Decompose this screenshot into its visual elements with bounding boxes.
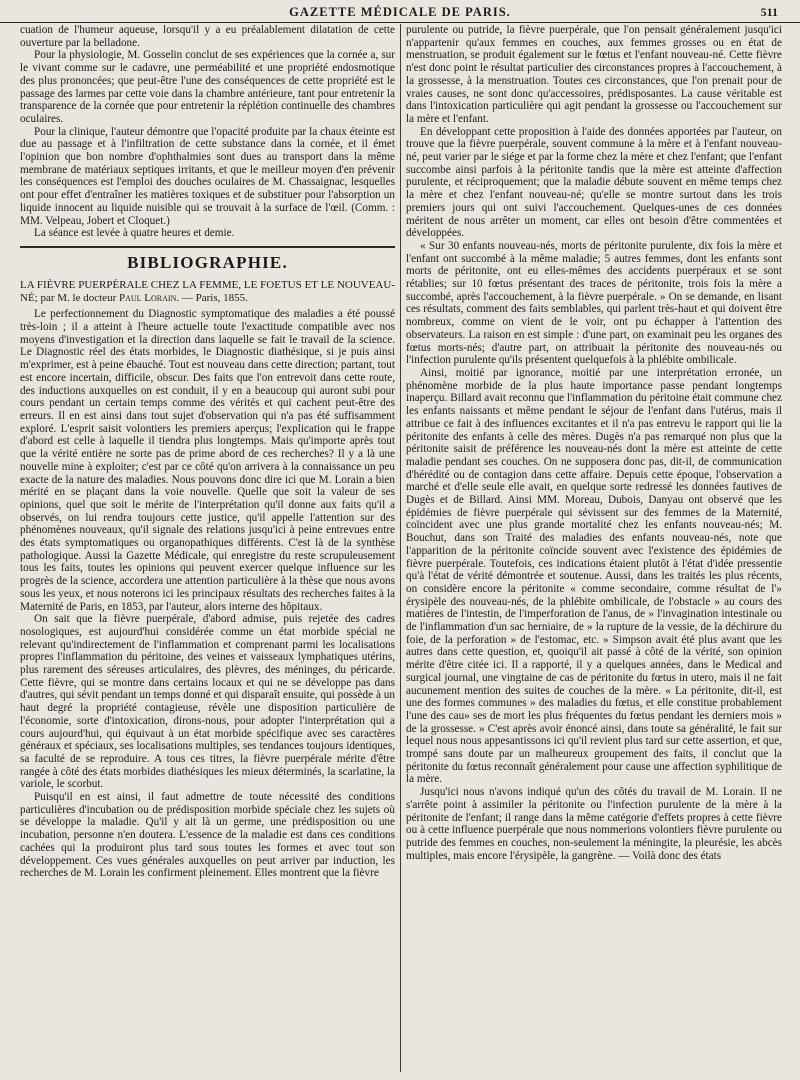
column-divider — [400, 24, 401, 1072]
paragraph: En développant cette proposition à l'aide des données apportées par l'auteur, on trouve que la fièvre puerpérale, souvent commune à la mère et à l'enfant nouveau-né, peut varier par le siége et par la forme chez la mère et chez l'enfant; que l'enfant succombe ainsi parfois à la péritonite tandis que la mère est atteinte d'affection purulente, et réciproquement; que la maladie débute souvent en même temps chez la mère et chez l'enfant nouveau-né; qu'elle se montre surtout dans les trois premiers jours qui ont suivi l'accouchement. Quelques-unes de ces données méritent de nous arrêter un moment, car elles ont besoin d'être commentées et développées. — [406, 125, 782, 240]
paragraph: Puisqu'il en est ainsi, il faut admettre de toute nécessité des conditions particulières d'incubation ou de prédisposition morbide spéciale chez les sujets où se développe la maladie. Qu'il y ait là un germe, une prédisposition ou une incubation, personne n'en doutera. L'essence de la maladie est dans ces conditions cachées qui la produiront plus tard sous toutes les formes et avec tout son développement. Ces vues générales auxquelles on peut arriver par induction, les recherches de M. Lorain les confirment pleinement. Elles montrent que la fièvre — [20, 791, 395, 880]
section-title: BIBLIOGRAPHIE. — [127, 252, 288, 272]
paragraph: Pour la physiologie, M. Gosselin conclut de ses expériences que la cornée a, sur le vivant comme sur le cadavre, une perméabilité et une propriété endosmotique des plus prononcées; que peut-être l'une des conséquences de cette propriété est le passage des larmes par cette voie dans la chambre antérieure, tant pour entretenir la transparence de la cornée que pour entretenir la réplétion continuelle des chambres oculaires. — [20, 49, 395, 125]
paragraph: Pour la clinique, l'auteur démontre que l'opacité produite par la chaux éteinte est due au passage et à l'infiltration de cette substance dans la cornée, et il émet l'opinion que bon nombre d'ophthalmies sont dues au transport dans la même membrane de matériaux septiques irritants, et que le meilleur moyen d'en prévenir les conséquences est l'emploi des douches oculaires de M. Chassaignac, lesquelles ont pour effet d'entraîner les matières toxiques et de substituer pour l'absorption un liquide innocent au liquide nuisible qui se trouvait à la surface de l'œil. (Comm. : MM. Velpeau, Jobert et Cloquet.) — [20, 125, 395, 227]
book-author: Paul Lorain — [118, 291, 177, 304]
section-divider — [20, 246, 395, 248]
paragraph: Ainsi, moitié par ignorance, moitié par une interprétation erronée, un phénomène morbide de la plus haute importance passe pendant longtemps inaperçu. Billard avait reconnu que l'inflammation du péritoine était commune chez les enfants naissants et même pendant le séjour de l'enfant dans l'utérus, mais il attribue ce fait à des influences excitantes et il n'a pas entrevu le rapport qui lie la péritonite des enfants à celle des mères. Dugès n'a pas remarqué non plus que la péritonite saisit de préférence les nouveau-nés dont la mère est atteinte de cette maladie pendant ses couches. On ne supposera donc pas, dit-il, de communication d'hérédité ou de contagion dans cette affaire. Depuis cette époque, l'observation a marché et d'elle seule elle avait, en quelque sorte redressé les données fautives de Dugès et de Billard. Ainsi MM. Moreau, Dubois, Danyau ont observé que les épidémies de fièvre puerpérale qui sévissent sur des femmes de la Maternité, coïncident avec une plus grande mortalité chez les enfants nouveau-nés; M. Bouchut, dans son Traité des maladies des enfants nouveau-nés, note que l'apparition de la péritonite coïncide souvent avec l'existence des épidémies de fièvre puerpérale. Toutefois, ces indications étaient plutôt à l'état d'idée pressentie qu'à l'état de vérité démontrée et soutenue. Aussi, dans les traités les plus récents, on considère encore la péritonite « comme secondaire, comme résultat de l'» érysipèle des nouveau-nés, de la phlébite ombilicale, de l'obstacle » au cours des matières de l'intestin, de l'imperforation de l'anus, de » l'invagination intestinale ou de l'inflammation d'un sac herniaire, de » la rupture de la vessie, de la déchirure du foie, de la perforation » de l'estomac, etc. » Simpson avait été plus avant que les autres dans cette question, et, quoiqu'il ait passé à côté de la vérité, son opinion mérite d'être citée ici. Il a rapporté, il y a quelques années, dans le Medical and surgical journal, une vingtaine de cas de péritonite du fœtus in utero, mais il ne fait aucunement mention des suites de couches de la mère. « La péritonite, dit-il, est une des formes communes » des maladies du fœtus, et elle constitue probablement l'une des cau» ses de mort les plus fréquentes du fœtus pendant les derniers mois » de la grossesse. » C'est après avoir énoncé ainsi, dans toute sa généralité, le fait sur lequel nous nous appesantissons ici qu'il revient plus tard sur cette assertion, et que, trompé sans doute par un malheureux groupement des faits, il conclut que la péritonite du fœtus reconnaît généralement pour cause une affection syphilitique de la mère. — [406, 366, 782, 786]
book-place-date: . — Paris, 1855. — [176, 291, 248, 304]
left-column — [20, 24, 395, 1072]
author-prefix: ; par M. le docteur — [34, 291, 119, 304]
paragraph: purulente ou putride, la fièvre puerpérale, que l'on pensait généralement jusqu'ici n'appartenir qu'aux femmes en couches, aux femmes grosses ou en état de menstruation, se produit également sur le fœtus et l'enfant nouveau-né. Cette fièvre n'est donc point le résultat particulier des circonstances propres à l'accouchement, à la grossesse, à la menstruation. Toutes ces circonstances, que l'on prenait pour de vraies causes, ne sont donc qu'accessoires, prédisposantes. La cause véritable est dans l'intoxication particulière qui agit pendant la grossesse ou l'accouchement sur la mère et l'enfant. — [406, 24, 782, 125]
book-title: LA FIÈVRE PUERPÉRALE CHEZ LA FEMME, LE FOETUS ET LE NOUVEAU-NÉ — [20, 278, 395, 304]
paragraph: Le perfectionnement du Diagnostic symptomatique des maladies a été poussé très-loin ; il a atteint à l'heure actuelle toute l'exactitude compatible avec nos moyens d'investigation et la direction dans laquelle se fait le travail de la science. Le Diagnostic réel des états morbides, le Diagnostic diathésique, si je puis ainsi m'exprimer, est à peine ébauché. Tout est nouveau dans cette direction; partant, tout est encore incertain, difficile, obscur. Des faits que l'on entrevoit dans cette route, des inductions auxquelles on est conduit, il y en a beaucoup qui auront subi pour cours pendant un certain temps comme des vérités et qui cachent peut-être des erreurs. Il en est ainsi dans tout sujet d'observation qui n'a pas été suffisamment exploré. L'esprit saisit volontiers les premiers aperçus; l'explication qui le frappe d'abord est celle à laquelle il tiendra plus longtemps. Mais qu'importe après tout que la vérité entière ne sorte pas de prime abord de ces recherches? Il y a là une nouvelle mine à exploiter; c'est par ce côté qu'on arrivera à la connaissance un peu exacte de la nature des maladies. Nous pouvons donc dire ici que M. Lorain a bien mérité en se plaçant dans la voie nouvelle. Quelle que soit la valeur de ses opinions, quel que soit le mérite de l'interprétation qu'il donne aux faits qu'il a observés, on lui rendra toujours cette justice, qu'il appelle l'attention sur des phénomènes nouveaux, qu'il signale des relations jusqu'ici à peine entrevues entre des états symptomatiques ou organopathiques différents. C'est là de la synthèse pathologique. Aussi la Gazette Médicale, qui enregistre du reste scrupuleusement tous les faits, toutes les opinions qui peuvent exercer quelque influence sur les progrès de la science, accordera une attention particulière à la thèse que nous avons sous les yeux, et nous noterons ici les principaux résultats des recherches faites à la Maternité de Paris, en 1853, par l'auteur, alors interne des hôpitaux. — [20, 308, 395, 613]
journal-title: GAZETTE MÉDICALE DE PARIS. — [289, 5, 511, 19]
paragraph: cuation de l'humeur aqueuse, lorsqu'il y a eu préalablement dilatation de cette ouverture par la belladone. — [20, 24, 395, 49]
right-column — [406, 24, 782, 1072]
book-reference — [20, 279, 395, 304]
page-header — [0, 0, 800, 23]
paragraph: Jusqu'ici nous n'avons indiqué qu'un des côtés du travail de M. Lorain. Il ne s'arrête point à assimiler la péritonite ou l'infection purulente de la mère à la péritonite de l'enfant; il range dans la même catégorie d'effets propres à cette fièvre ou à cette influence puerpérale que nous nommerions volontiers fièvre purulente ou putride des femmes en couches, non-seulement la méningite, la pleurésie, les abcès multiples, mais encore l'érysipèle, la gangrène. — Voilà donc des états — [406, 786, 782, 862]
paragraph: « Sur 30 enfants nouveau-nés, morts de péritonite purulente, dix fois la mère et l'enfant ont succombé à la même maladie; 5 autres femmes, dont les enfants sont morts de péritonite, ont eu elles-mêmes des accidents puerpéraux et se sont rétablies; sur 10 fœtus présentant des traces de péritonite, trois fois la mère a succombé, après l'accouchement, à la fièvre puerpérale. » On se demande, en lisant ces résultats, comment des faits semblables, qui parlent très-haut et qui doivent être nombreux, comme on vient de le voir, ont pu échapper à l'attention des observateurs. La raison en est simple : d'une part, on examinait peu les organes des fœtus morts-nés; d'autre part, on attribuait la péritonite des nouveau-nés ou l'infection purulente qu'ils présentent quelquefois à la phlébite ombilicale. — [406, 239, 782, 367]
paragraph: La séance est levée à quatre heures et demie. — [34, 227, 235, 240]
page-number: 511 — [760, 5, 778, 19]
paragraph: On sait que la fièvre puerpérale, d'abord admise, puis rejetée des cadres nosologiques, est aujourd'hui considérée comme un état morbide spécial ne relevant qu'indirectement de l'inflammation et comprenant parmi les localisations propres l'inflammation du péritoine, des veines et vaisseaux lymphatiques utérins, plus rarement des séreuses articulaires, des plèvres, des méninges, du péricarde. Cette fièvre, qui se montre dans certains locaux et qui ne se développe pas dans d'autres, qui sévit pendant un temps donné et qui disparaît ensuite, qui possède à un haut degré la propriété contagieuse, révèle une disposition particulière de l'économie, sorte d'intoxication, dirons-nous, pour adopter l'interprétation qui a cours aujourd'hui, qui équivaut à un état morbide spécifique avec ses caractères généraux et spéciaux, ses localisations multiples, ses tendances toujours identiques, sa faculté de se reproduire. A tous ces titres, la fièvre puerpérale mérite d'être rangée à côté des états morbides diathésiques les mieux déterminés, la scarlatine, la variole, le scorbut. — [20, 613, 395, 791]
